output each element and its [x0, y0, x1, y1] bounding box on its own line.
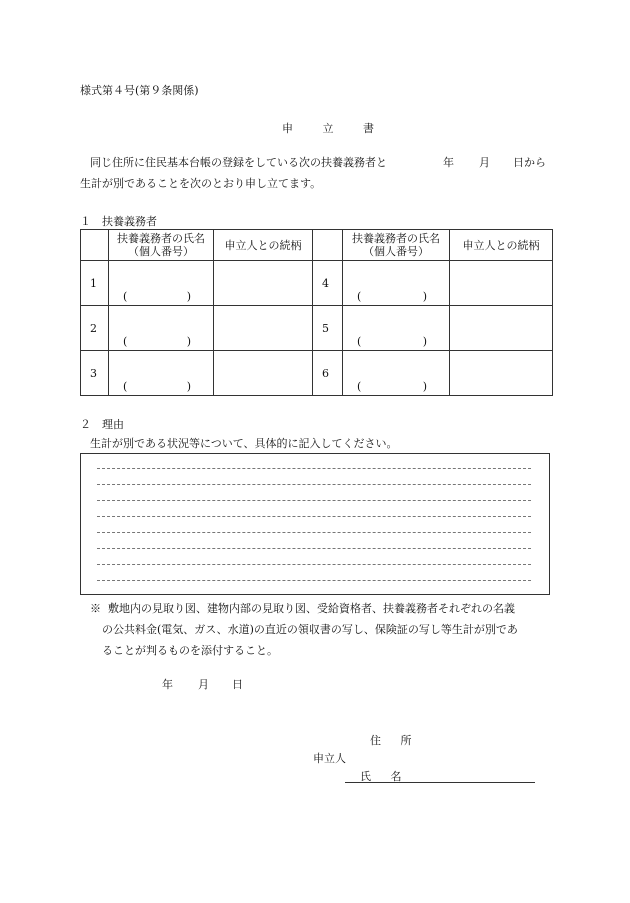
paren-close: ) [186, 380, 191, 393]
row-number: 3 [81, 351, 109, 396]
reason-textarea[interactable] [80, 453, 550, 595]
reason-dashed-line [97, 468, 531, 469]
table-header-row [81, 230, 553, 261]
header-relation-right: 申立人との続柄 [450, 230, 553, 261]
table-row [81, 261, 553, 306]
row-number: 1 [81, 261, 109, 306]
intro-year-label: 年 [443, 156, 454, 169]
dependent-name-field[interactable] [109, 261, 214, 306]
paren-open: ( [123, 335, 128, 348]
paren-close: ) [186, 335, 191, 348]
paren-open: ( [357, 380, 362, 393]
paren-open: ( [123, 380, 128, 393]
paren-close: ) [422, 380, 427, 393]
row-number: 5 [313, 306, 343, 351]
paren-open: ( [357, 290, 362, 303]
header-name-sublabel: （個人番号） [128, 245, 194, 258]
intro-date-fields [0, 154, 630, 168]
dependent-name-field[interactable] [109, 306, 214, 351]
header-num-left [81, 230, 109, 261]
dependent-name-field[interactable] [343, 306, 450, 351]
individual-number-field[interactable] [123, 335, 191, 348]
dependent-name-field[interactable] [343, 261, 450, 306]
date-month-label: 月 [198, 678, 209, 691]
note-mark: ※ [90, 602, 101, 615]
form-number: 様式第４号(第９条関係) [80, 84, 199, 97]
header-num-right [313, 230, 343, 261]
name-label: 氏 名 [360, 770, 410, 783]
header-name-label: 扶養義務者の氏名 [117, 232, 205, 245]
individual-number-field[interactable] [357, 380, 427, 393]
reason-dashed-line [97, 548, 531, 549]
intro-line-2: 生計が別であることを次のとおり申し立てます。 [80, 177, 322, 190]
table-row [81, 351, 553, 396]
header-name-sublabel: （個人番号） [363, 245, 429, 258]
row-number: 6 [313, 351, 343, 396]
paren-open: ( [123, 290, 128, 303]
intro-day-from-label: 日から [513, 156, 546, 169]
applicant-label: 申立人 [313, 752, 346, 765]
individual-number-field[interactable] [357, 290, 427, 303]
reason-dashed-line [97, 516, 531, 517]
dependent-name-field[interactable] [109, 351, 214, 396]
note-line-1: 敷地内の見取り図、建物内部の見取り図、受給資格者、扶養義務者それぞれの名義 [108, 602, 515, 615]
document-title: 申 立 書 [282, 122, 387, 135]
attachment-note [90, 598, 518, 661]
dependent-name-field[interactable] [343, 351, 450, 396]
header-name-left [109, 230, 214, 261]
header-name-right [343, 230, 450, 261]
relation-field[interactable] [214, 351, 313, 396]
intro-line-1: 同じ住所に住民基本台帳の登録をしている次の扶養義務者と [90, 156, 387, 169]
individual-number-field[interactable] [123, 290, 191, 303]
intro-month-label: 月 [479, 156, 490, 169]
header-name-label: 扶養義務者の氏名 [352, 232, 440, 245]
signature-line[interactable] [345, 782, 535, 783]
dependents-table [80, 229, 553, 396]
header-relation-left: 申立人との続柄 [214, 230, 313, 261]
section1-heading: １ 扶養義務者 [80, 215, 157, 228]
table-row [81, 306, 553, 351]
date-year-label: 年 [162, 678, 173, 691]
note-line-3: ることが判るものを添付すること。 [102, 644, 278, 657]
section2-heading: ２ 理由 [80, 418, 124, 431]
relation-field[interactable] [450, 306, 553, 351]
note-line-2: の公共料金(電気、ガス、水道)の直近の領収書の写し、保険証の写し等生計が別であ [102, 623, 518, 636]
paren-close: ) [422, 290, 427, 303]
reason-dashed-line [97, 564, 531, 565]
paren-close: ) [422, 335, 427, 348]
paren-open: ( [357, 335, 362, 348]
reason-dashed-line [97, 484, 531, 485]
date-day-label: 日 [232, 678, 243, 691]
reason-dashed-line [97, 500, 531, 501]
reason-dashed-line [97, 580, 531, 581]
reason-dashed-line [97, 532, 531, 533]
address-label: 住 所 [370, 734, 420, 747]
row-number: 4 [313, 261, 343, 306]
row-number: 2 [81, 306, 109, 351]
individual-number-field[interactable] [123, 380, 191, 393]
relation-field[interactable] [214, 261, 313, 306]
relation-field[interactable] [450, 261, 553, 306]
individual-number-field[interactable] [357, 335, 427, 348]
paren-close: ) [186, 290, 191, 303]
relation-field[interactable] [450, 351, 553, 396]
relation-field[interactable] [214, 306, 313, 351]
section2-instruction: 生計が別である状況等について、具体的に記入してください。 [90, 437, 398, 450]
